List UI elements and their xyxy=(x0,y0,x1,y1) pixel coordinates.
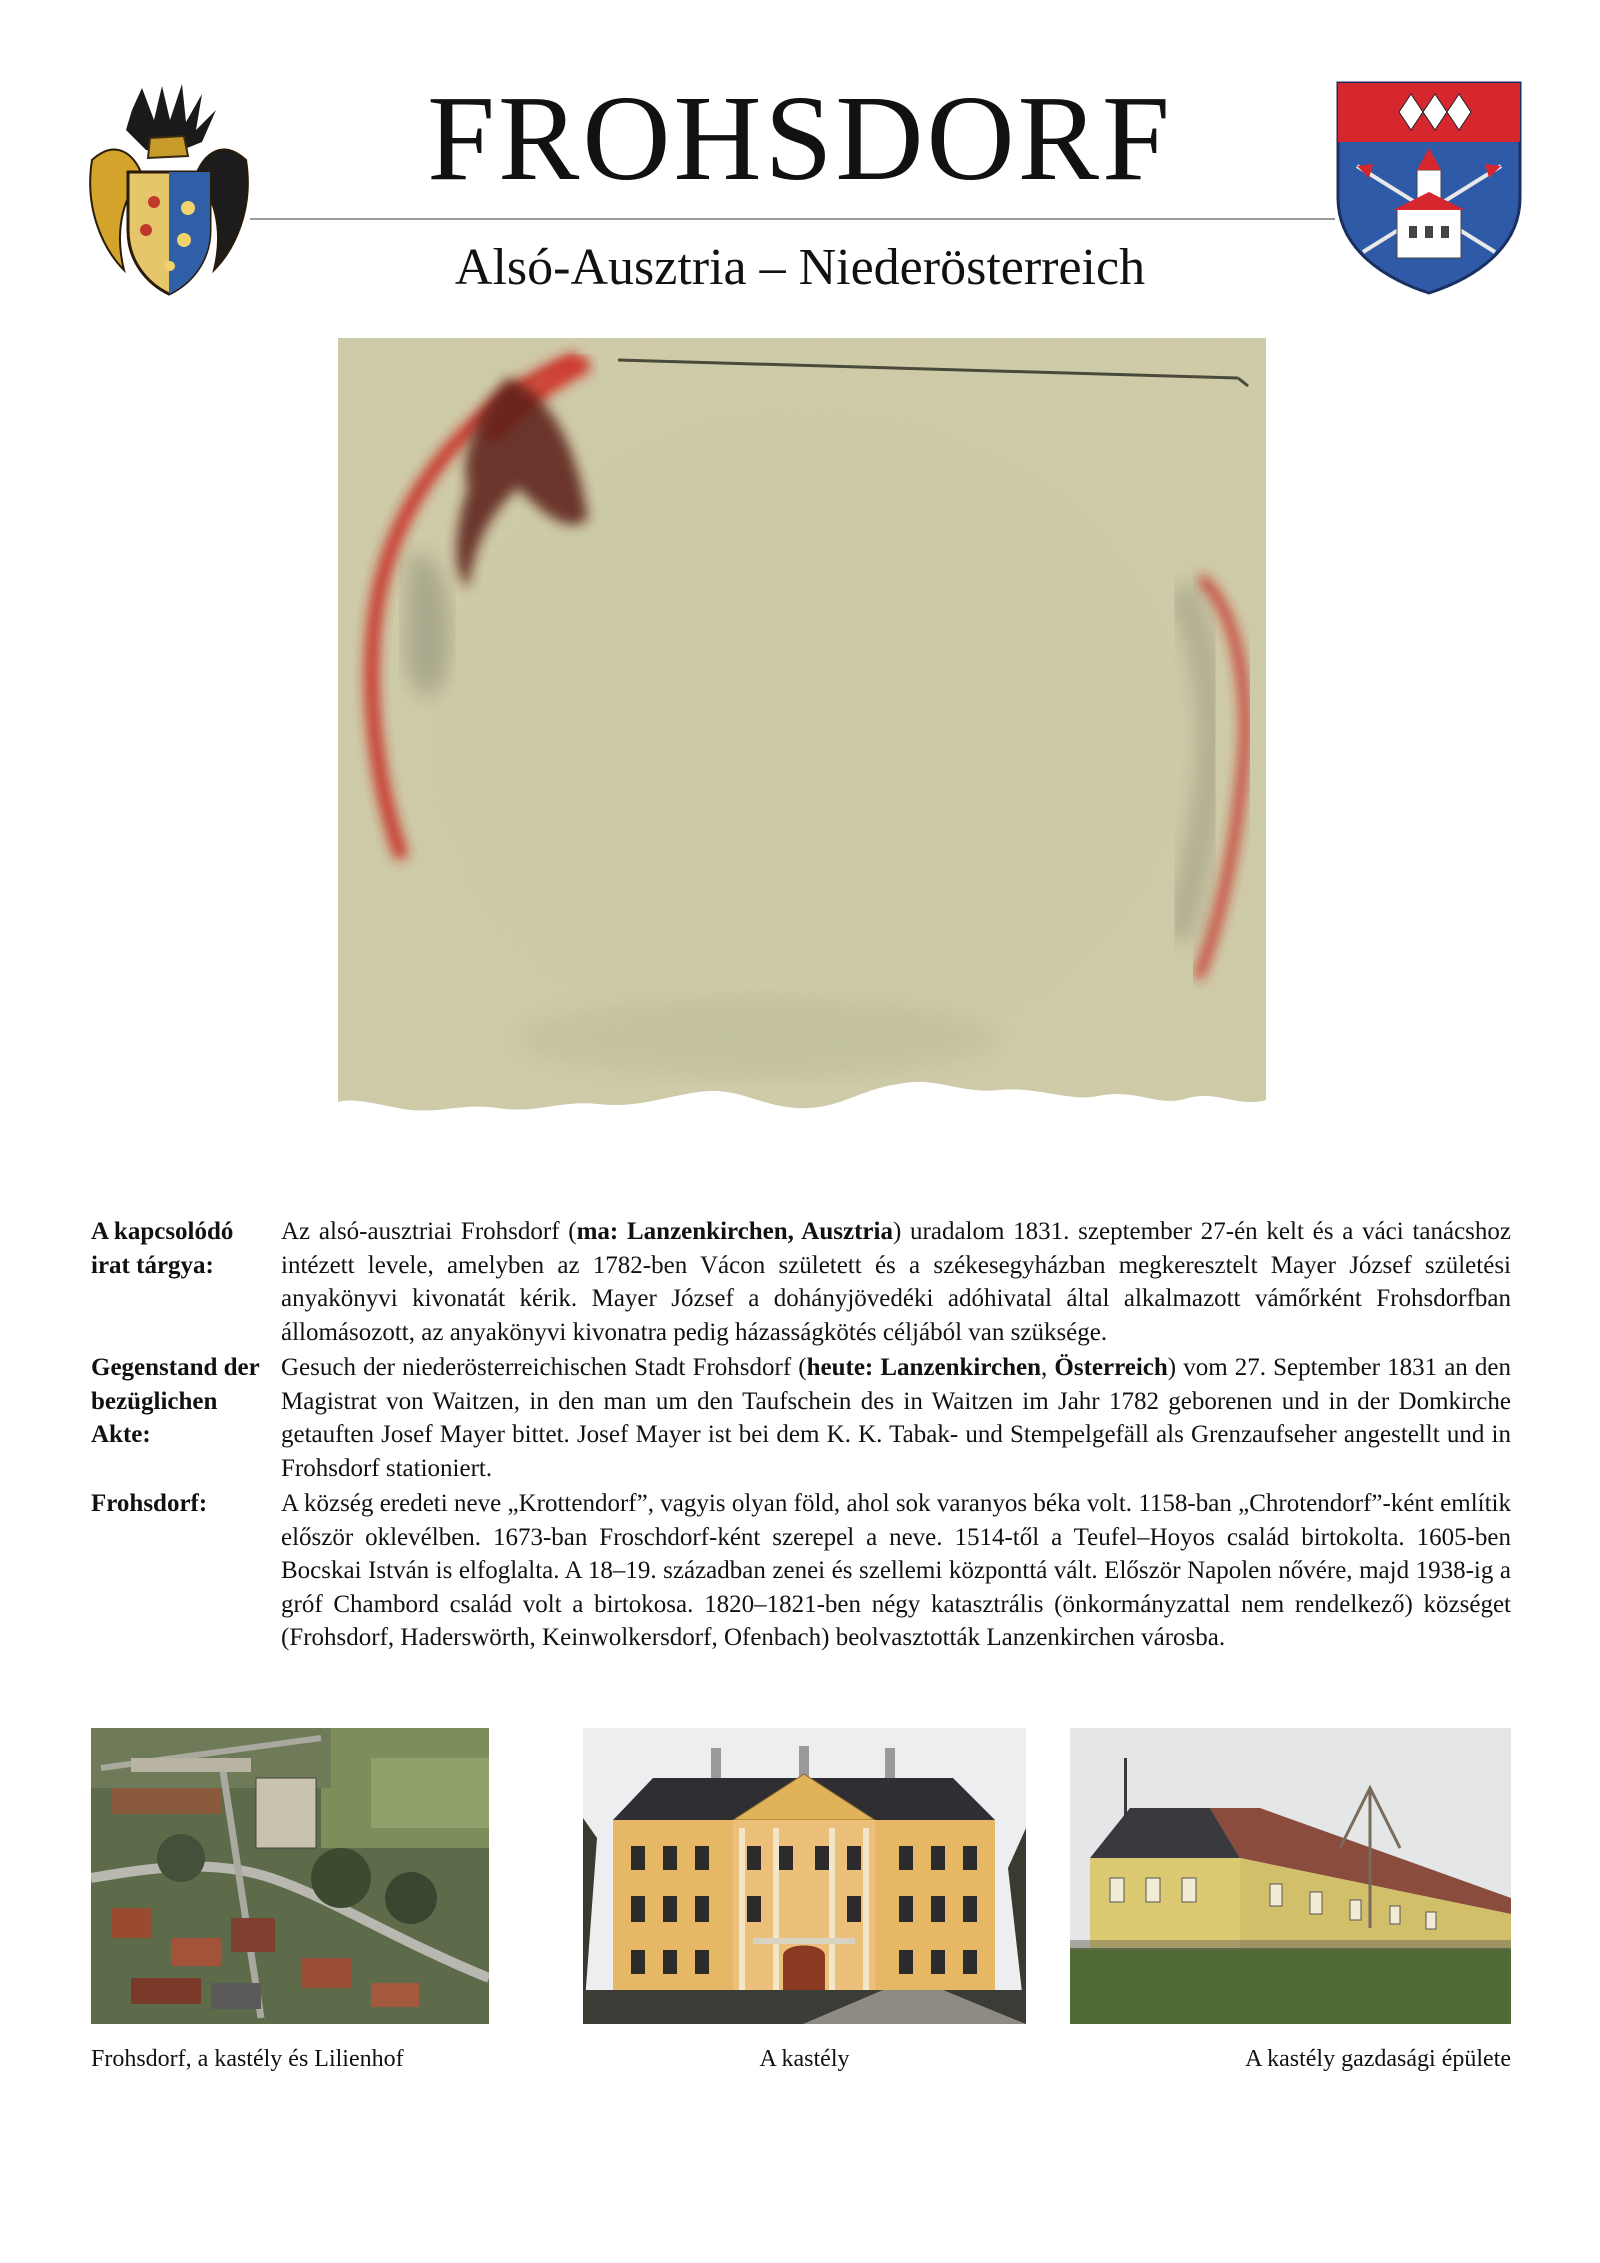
section-text-frohsdorf xyxy=(281,1487,1511,1655)
text-run: , xyxy=(1041,1354,1055,1381)
bold-text-run: Österreich xyxy=(1054,1354,1168,1381)
castle-photo xyxy=(583,1728,1026,2024)
section-label-subject-hu: A kapcsolódó irat tárgya: xyxy=(91,1218,234,1279)
page-title: FROHSDORF xyxy=(427,71,1173,206)
aerial-photo xyxy=(91,1728,489,2024)
title-divider xyxy=(250,218,1335,220)
text-run: ) uradalom 1831. szeptember 27-én kelt és a váci tanácshoz intézett levele, amelyben az 1782-ben Vácon született és a székesegyházban megkeresztelt Mayer József születési anyakönyvi kivonatát kérik. Mayer József a dohányjövedéki adóhivatal által alkalmazott vámőrként Frohsdorfban állomásozott, az anyakönyvi kivonatra pedig házasságkötés céljából van szüksége. xyxy=(281,1218,1512,1346)
municipal-coat-of-arms xyxy=(1335,80,1523,296)
photo-caption: A kastély gazdasági épülete xyxy=(1245,2046,1511,2072)
section-label-frohsdorf: Frohsdorf: xyxy=(91,1490,208,1517)
photo-caption: Frohsdorf, a kastély és Lilienhof xyxy=(91,2046,404,2072)
text-run: Az alsó-ausztriai Frohsdorf ( xyxy=(281,1218,577,1245)
photo-caption: A kastély xyxy=(759,2046,850,2072)
bold-text-run: ma: Lanzenkirchen, Ausztria xyxy=(576,1218,893,1245)
text-run: A község eredeti neve „Krottendorf”, vagyis olyan föld, ahol sok varanyos béka volt. 1158-ban „Chrotendorf”-ként említik először oklevélben. 1673-ban Froschdorf-ként szerepel a neve. 1514-től a Teufel–Hoyos család birtokolta. 1605-ben Bocskai István is elfoglalta. A 18–19. században zenei és szellemi központtá vált. Először Napolen nővére, majd 1938-ig a gróf Chambord család volt a birtokosa. 1820–1821-ben négy katasztrális (önkormányzattal nem rendelkező) községet (Frohsdorf, Haderswörth, Keinwolkersdorf, Ofenbach) beolvasztották Lanzenkirchen városba. xyxy=(281,1490,1511,1651)
farm-building-photo xyxy=(1070,1728,1511,2024)
seal-image xyxy=(338,338,1266,1170)
text-run: ) vom 27. September 1831 an den Magistrat von Waitzen, in den man um den Taufschein des in Waitzen im Jahr 1782 geborenen und in der Domkirche getauften Josef Mayer bittet. Josef Mayer ist bei dem K. K. Tabak- und Stempelgefäll als Grenzaufseher angestellt und in Frohsdorf stationiert. xyxy=(281,1354,1511,1482)
section-label-subject-de: Gegenstand der bezüglichen Akte: xyxy=(91,1354,260,1448)
bold-text-run: heute: Lanzenkirchen xyxy=(806,1354,1042,1381)
page-subtitle: Alsó-Ausztria – Niederösterreich xyxy=(454,239,1146,296)
section-text-subject-de xyxy=(281,1351,1511,1485)
section-text-subject-hu xyxy=(281,1215,1511,1349)
text-run: Gesuch der niederösterreichischen Stadt Frohsdorf ( xyxy=(281,1354,807,1381)
